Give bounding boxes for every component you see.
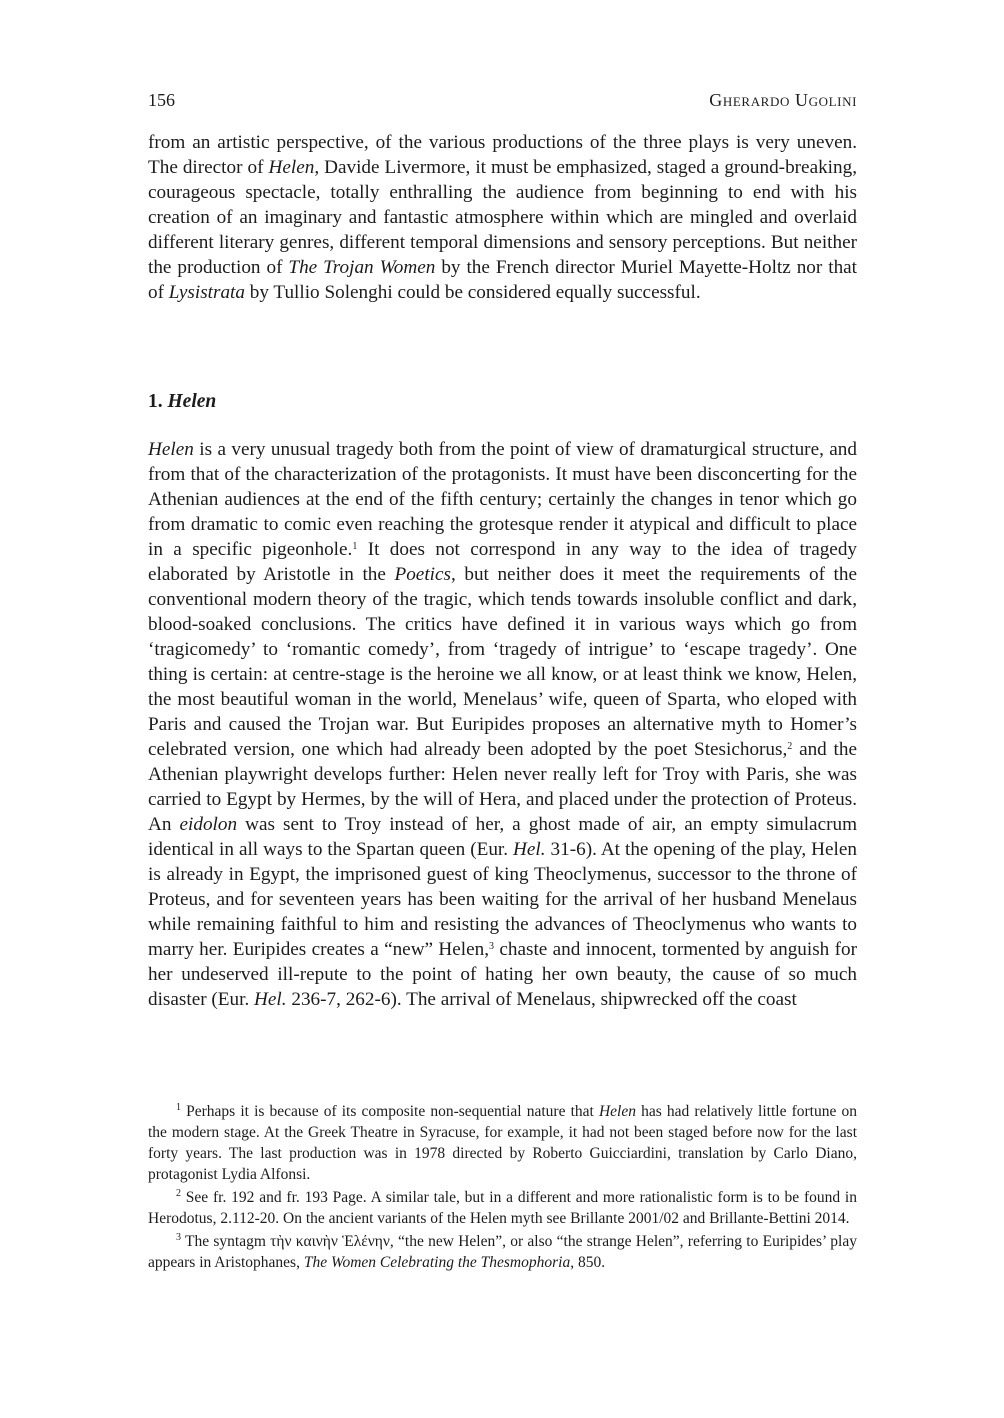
footnote-3: $^3$ The syntagm τὴν καινὴν Ἑλένην, “the new Helen”, or also “the strange Helen”, referring to Euripides’ play appears in Aristophanes, The Women Celebrating the Thesmophoria, 850. <box>148 1232 857 1271</box>
section-title: Helen <box>167 391 217 412</box>
section-heading <box>148 389 216 414</box>
footnote-1: $^1$ Perhaps it is because of its composite non-sequential nature that Helen has had relatively little fortune on the modern stage. At the Greek Theatre in Syracuse, for example, it had not been staged before now for the last forty years. The last production was in 1978 directed by Roberto Guicciardini, translation by Carlo Diano, protagonist Lydia Alfonsi. <box>148 1102 857 1183</box>
footnote-2: $^2$ See fr. 192 and fr. 193 Page. A similar tale, but in a different and more rationalistic form is to be found in Herodotus, 2.112-20. On the ancient variants of the Helen myth see Brillante 2001/02 and Brillante-Bettini 2014. <box>148 1188 857 1227</box>
body-paragraph: Helen is a very unusual tragedy both from the point of view of dramaturgical structure, and from that of the characterization of the protagonists. It must have been disconcerting for the Athenian audiences at the end of the fifth century; certainly the changes in tenor which go from dramatic to comic even reaching the grotesque render it atypical and difficult to place in a specific pigeonhole.$^1$ It does not correspond in any way to the idea of tragedy elaborated by Aristotle in the Poetics, but neither does it meet the requirements of the conventional modern theory of the tragic, which tends towards insoluble conflict and dark, blood-soaked conclusions. The critics have defined it in various ways which go from ‘tragicomedy’ to ‘romantic comedy’, from ‘tragedy of intrigue’ to ‘escape tragedy’. One thing is certain: at centre-stage is the heroine we all know, or at least think we know, Helen, the most beautiful woman in the world, Menelaus’ wife, queen of Sparta, who eloped with Paris and caused the Trojan war. But Euripides proposes an alternative myth to Homer’s celebrated version, one which had already been adopted by the poet Stesichorus,$^2$ and the Athenian playwright develops further: Helen never really left for Troy with Paris, she was carried to Egypt by Hermes, by the will of Hera, and placed under the protection of Proteus. An eidolon was sent to Troy instead of her, a ghost made of air, an empty simulacrum identical in all ways to the Spartan queen (Eur. Hel. 31-6). At the opening of the play, Helen is already in Egypt, the imprisoned guest of king Theoclymenus, successor to the throne of Proteus, and for seventeen years has been waiting for the arrival of her husband Menelaus while remaining faithful to him and resisting the advances of Theoclymenus who wants to marry her. Euripides creates a “new” Helen,$^3$ chaste and innocent, tormented by anguish for her undeserved ill-repute to the point of hating her own beauty, the cause of so much disaster (Eur. Hel. 236-7, 262-6). The arrival of Menelaus, shipwrecked off the coast <box>148 439 858 1010</box>
running-head-author: Gherardo Ugolini <box>709 90 857 110</box>
footnote-ref-1[interactable]: 1 <box>352 541 358 552</box>
running-head <box>148 90 857 116</box>
intro-paragraph: from an artistic perspective, of the various productions of the three plays is very uneven. The director of Helen, Davide Livermore, it must be emphasized, staged a ground-breaking, courageous spectacle, totally enthralling the audience from beginning to end with his creation of an imaginary and fantastic atmosphere within which are mingled and overlaid different literary genres, different temporal dimensions and sensory perceptions. But neither the production of The Trojan Women by the French director Muriel Mayette-Holtz nor that of Lysistrata by Tullio Solenghi could be considered equally successful. <box>148 132 858 303</box>
footnote-ref-2[interactable]: 2 <box>787 741 793 752</box>
page-number: 156 <box>148 90 175 110</box>
footnote-ref-3[interactable]: 3 <box>489 941 495 952</box>
footnotes <box>148 1101 857 1275</box>
section-number: 1. <box>148 391 163 412</box>
